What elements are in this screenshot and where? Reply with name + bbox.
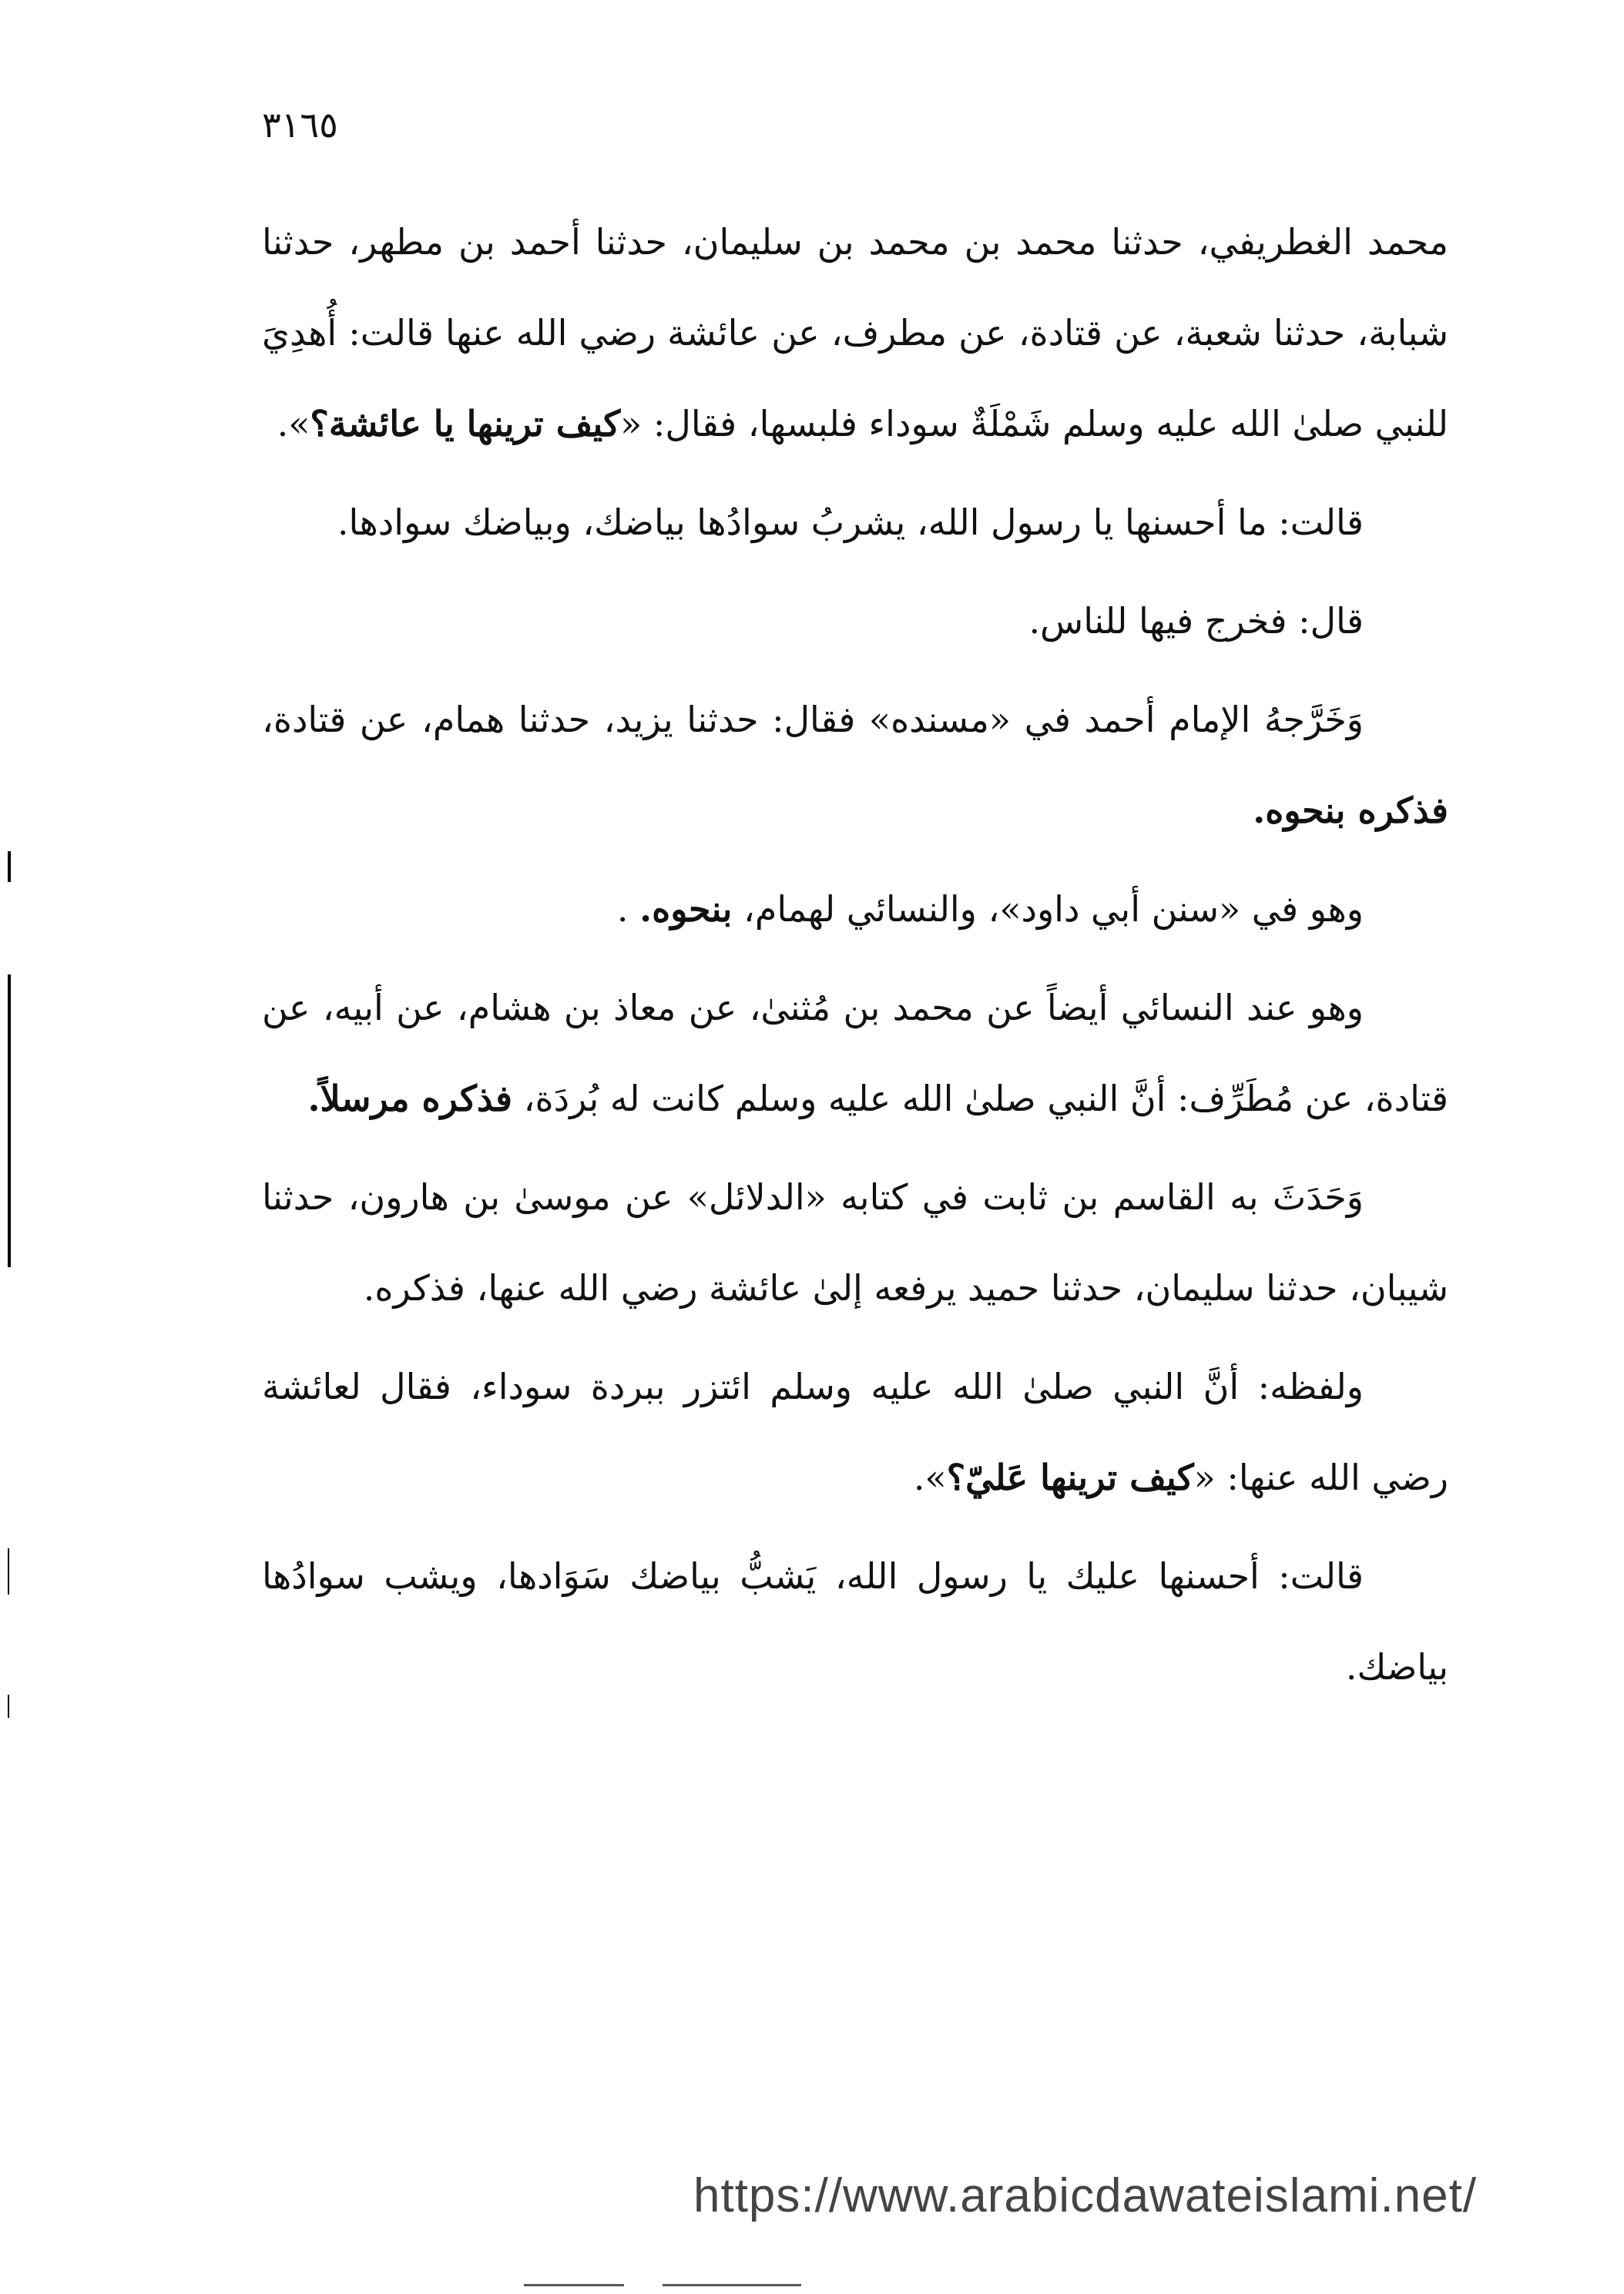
paragraph-abu-dawud — [262, 864, 1448, 954]
bold-phrase: فذكره بنحوه. — [1253, 790, 1448, 831]
bold-phrase: فذكره مرسلاً. — [307, 1078, 513, 1119]
scan-margin-mark — [8, 974, 11, 1267]
paragraph-ahmad-musnad — [262, 674, 1448, 856]
paragraph-hadith-narration — [262, 196, 1448, 469]
text-span: . — [616, 888, 640, 930]
paragraph-aisha-reply — [262, 477, 1448, 568]
text-span: محمد الغطريفي، حدثنا محمد بن محمد بن سليمان، حدثنا أحمد بن مطهر، حدثنا شبابة، حدثنا شعبة، عن قتادة، عن مطرف، عن عائشة رضي الله عنها قالت: أُهدِيَ للنبي صلىٰ الله عليه وسلم شَمْلَةٌ سوداء فلبسها، فقال: « — [262, 221, 1448, 444]
paragraph-qasim-dalail — [262, 1152, 1448, 1333]
paragraph-final-reply — [262, 1531, 1448, 1712]
bold-quote: كيف ترينها عَليّ؟ — [946, 1457, 1194, 1498]
scan-margin-mark — [8, 851, 11, 882]
body-text — [262, 196, 1448, 1712]
text-span: وَحَدَثَ به القاسم بن ثابت في كتابه «الدلائل» عن موسىٰ بن هارون، حدثنا شيبان، حدثنا سليمان، حدثنا حميد يرفعه إلىٰ عائشة رضي الله عنها، فذكره. — [262, 1176, 1448, 1309]
paragraph-went-out — [262, 575, 1448, 666]
text-span: قالت: أحسنها عليك يا رسول الله، يَشبُّ بياضك سَوَادها، ويشب سوادُها بياضك. — [262, 1555, 1448, 1688]
text-span: قالت: ما أحسنها يا رسول الله، يشربُ سوادُها بياضك، وبياضك سوادها. — [337, 501, 1364, 543]
scan-margin-mark — [8, 1695, 9, 1718]
bold-quote: كيف ترينها يا عائشة؟ — [310, 403, 621, 444]
watermark-url: https://www.arabicdawateislami.net/ — [693, 2169, 1478, 2222]
text-span: ». — [277, 403, 310, 444]
scan-margin-mark — [8, 1548, 9, 1595]
bold-phrase: بنحوه. — [639, 888, 733, 930]
text-span: ولفظه: أنَّ النبي صلىٰ الله عليه وسلم ائتزر ببردة سوداء، فقال لعائشة رضي الله عنها: « — [262, 1366, 1448, 1498]
text-span: وَخَرَّجهُ الإمام أحمد في «مسنده» فقال: حدثنا يزيد، حدثنا همام، عن قتادة، — [262, 699, 1364, 740]
paragraph-wording — [262, 1341, 1448, 1523]
scan-bottom-rule — [524, 2284, 624, 2286]
text-span: قال: فخرج فيها للناس. — [1028, 600, 1364, 642]
text-span: وهو في «سنن أبي داود»، والنسائي لهمام، — [732, 888, 1364, 930]
paragraph-nasai — [262, 962, 1448, 1144]
text-span: وهو عند النسائي أيضاً عن محمد بن مُثنىٰ، عن معاذ بن هشام، عن أبيه، عن قتادة، عن مُطَرِّف: أنَّ النبي صلىٰ الله عليه وسلم كانت له بُردَة، — [262, 987, 1448, 1119]
scan-bottom-rule — [663, 2284, 801, 2286]
text-span: ». — [913, 1457, 947, 1498]
page-number: ٣١٦٥ — [262, 104, 338, 146]
